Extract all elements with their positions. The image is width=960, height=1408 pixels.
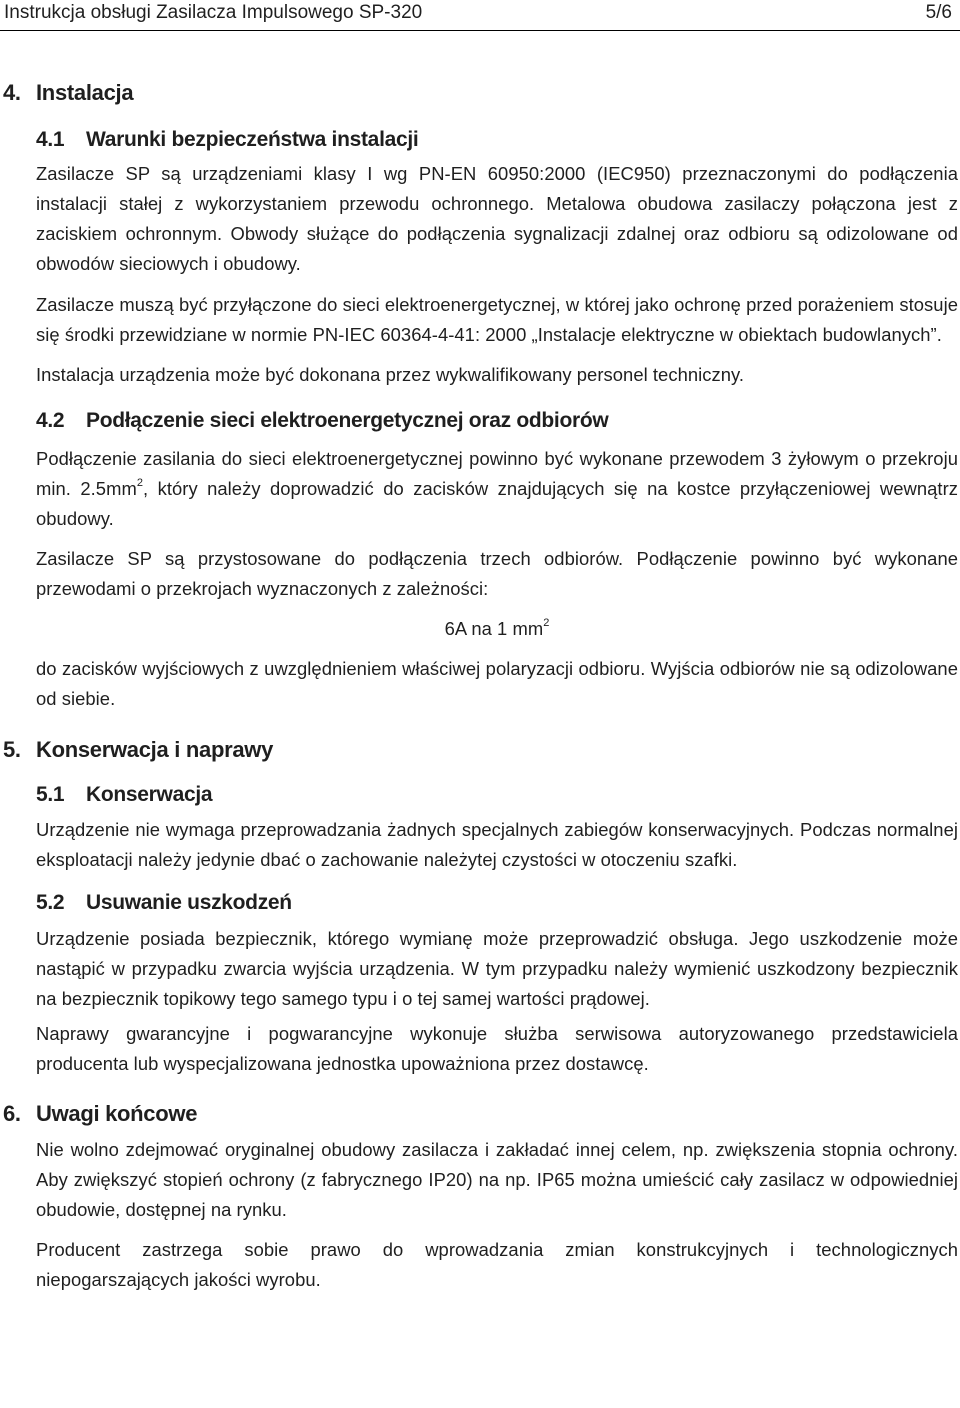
superscript: 2 — [136, 476, 143, 489]
page-content — [3, 76, 958, 1295]
paragraph: Nie wolno zdejmować oryginalnej obudowy zasilacza i zakładać innej celem, np. zwiększenia stopnia ochrony. Aby zwiększyć stopień ochrony (z fabrycznego IP20) na np. IP65 można umieścić cały zasilacz w odpowiedniej obudowie, dostępnej na rynku. — [36, 1139, 958, 1220]
paragraph: Zasilacze muszą być przyłączone do sieci elektroenergetycznej, w której jako ochronę przed porażeniem stosuje się środki przewidziane w normie PN-IEC 60364-4-41: 2000 „Instalacje elektryczne w obiektach budowlanych”. — [36, 294, 958, 345]
page-header — [0, 0, 960, 31]
paragraph-text: , który należy doprowadzić do zacisków znajdujących się na kostce przyłączeniowej wewnątrz obudowy. — [36, 478, 958, 529]
heading-text: Usuwanie uszkodzeń — [86, 891, 292, 914]
document-title: Instrukcja obsługi Zasilacza Impulsowego SP-320 — [4, 2, 423, 23]
paragraph: Producent zastrzega sobie prawo do wprowadzania zmian konstrukcyjnych i technologicznych niepogarszających jakości wyrobu. — [36, 1239, 958, 1290]
heading-section-5-1 — [36, 779, 958, 811]
paragraph: Instalacja urządzenia może być dokonana przez wykwalifikowany personel techniczny. — [36, 364, 745, 385]
heading-text: Instalacja — [36, 80, 134, 105]
paragraph: do zacisków wyjściowych z uwzględnieniem właściwej polaryzacji odbioru. Wyjścia odbiorów nie są odizolowane od siebie. — [36, 658, 958, 709]
heading-text: Uwagi końcowe — [36, 1101, 198, 1126]
heading-section-5-2 — [36, 887, 958, 919]
heading-text: Podłączenie sieci elektroenergetycznej oraz odbiorów — [86, 409, 609, 432]
heading-section-5 — [3, 733, 958, 767]
formula — [36, 614, 958, 644]
paragraph — [36, 444, 958, 534]
heading-number: 6. — [3, 1101, 21, 1126]
heading-text: Konserwacja i naprawy — [36, 737, 274, 762]
formula-text: 6A na 1 mm — [444, 618, 544, 639]
heading-number: 5.2 — [36, 891, 65, 914]
paragraph-text: Podłączenie zasilania do sieci elektroenergetycznej powinno być wykonane przewodem 3 żyłowym o przekroju min. 2.5mm — [36, 448, 958, 499]
heading-number: 5. — [3, 737, 21, 762]
paragraph: Urządzenie nie wymaga przeprowadzania żadnych specjalnych zabiegów konserwacyjnych. Podczas normalnej eksploatacji należy jedynie dbać o zachowanie należytej czystości w otoczeniu szafki. — [36, 819, 958, 870]
heading-text: Konserwacja — [86, 783, 213, 806]
heading-number: 5.1 — [36, 783, 65, 806]
heading-number: 4.1 — [36, 128, 65, 151]
paragraph: Naprawy gwarancyjne i pogwarancyjne wykonuje służba serwisowa autoryzowanego przedstawiciela producenta lub wyspecjalizowana jednostka upoważniona przez dostawcę. — [36, 1023, 958, 1074]
heading-number: 4. — [3, 80, 21, 105]
paragraph: Urządzenie posiada bezpiecznik, którego wymianę może przeprowadzić obsługa. Jego uszkodzenie może nastąpić w przypadku zwarcia wyjścia urządzenia. W tym przypadku należy wymienić uszkodzony bezpiecznik na bezpiecznik topikowy tego samego typu i o tej samej wartości prądowej. — [36, 928, 958, 1009]
heading-section-4-1 — [36, 124, 958, 156]
heading-number: 4.2 — [36, 409, 65, 432]
heading-section-4-2 — [36, 405, 958, 437]
heading-text: Warunki bezpieczeństwa instalacji — [86, 128, 419, 151]
paragraph: Zasilacze SP są urządzeniami klasy I wg PN-EN 60950:2000 (IEC950) przeznaczonymi do podłączenia instalacji stałej z wykorzystaniem przewodu ochronnego. Metalowa obudowa zasilaczy połączona jest z zaciskiem ochronnym. Obwody służące do podłączenia sygnalizacji zdalnej oraz odbioru są odizolowane od obwodów sieciowych i obudowy. — [36, 163, 958, 274]
heading-section-4 — [3, 76, 958, 110]
heading-section-6 — [3, 1097, 958, 1131]
superscript: 2 — [543, 616, 550, 629]
paragraph: Zasilacze SP są przystosowane do podłączenia trzech odbiorów. Podłączenie powinno być wykonane przewodami o przekrojach wyznaczonych z zależności: — [36, 548, 958, 599]
page-number: 5/6 — [925, 2, 952, 23]
